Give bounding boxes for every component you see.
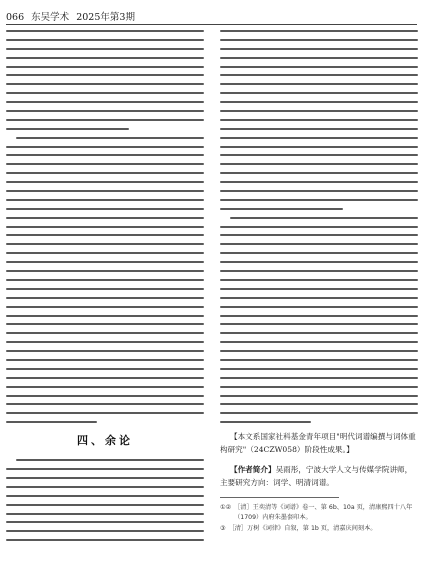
body-paragraph-1 <box>6 30 204 130</box>
footnote <box>220 503 418 522</box>
fund-note: 【本文系国家社科基金青年项目"明代词谱编撰与词体重构研究"（24CZW058）阶段性成果。】 <box>220 432 416 455</box>
journal-name: 东吴学术 <box>31 12 70 23</box>
body-paragraph-2 <box>6 137 204 424</box>
author-note-label: 【作者简介】 <box>230 465 276 475</box>
body-paragraph-3 <box>6 459 204 541</box>
body-paragraph-4 <box>220 30 418 210</box>
footnote-divider <box>220 497 339 498</box>
footnote-number: ①② <box>220 504 232 512</box>
footnote-text: ［清］王奕清等《词谱》卷一、第 6b、10a 页，清康熙四十八年（1709）内府朱墨套印本。 <box>234 504 413 521</box>
footnote <box>220 524 418 534</box>
author-note-text: 吴雨彤，宁波大学人文与传媒学院讲师，主要研究方向：词学、明清词谱。 <box>220 465 413 488</box>
body-paragraph-5 <box>220 217 418 423</box>
footnote-text: ［清］万树《词律》自叙，第 1b 页，清嘉庆间刻本。 <box>228 525 377 533</box>
right-column <box>220 30 418 570</box>
page-number: 066 <box>6 12 25 23</box>
issue-label: 2025年第3期 <box>76 12 135 23</box>
left-column <box>6 30 204 570</box>
running-header <box>6 9 139 23</box>
header-divider <box>6 24 417 25</box>
section-heading: 四、余论 <box>77 434 133 448</box>
footnote-number: ③ <box>220 525 226 533</box>
author-note <box>220 463 418 489</box>
